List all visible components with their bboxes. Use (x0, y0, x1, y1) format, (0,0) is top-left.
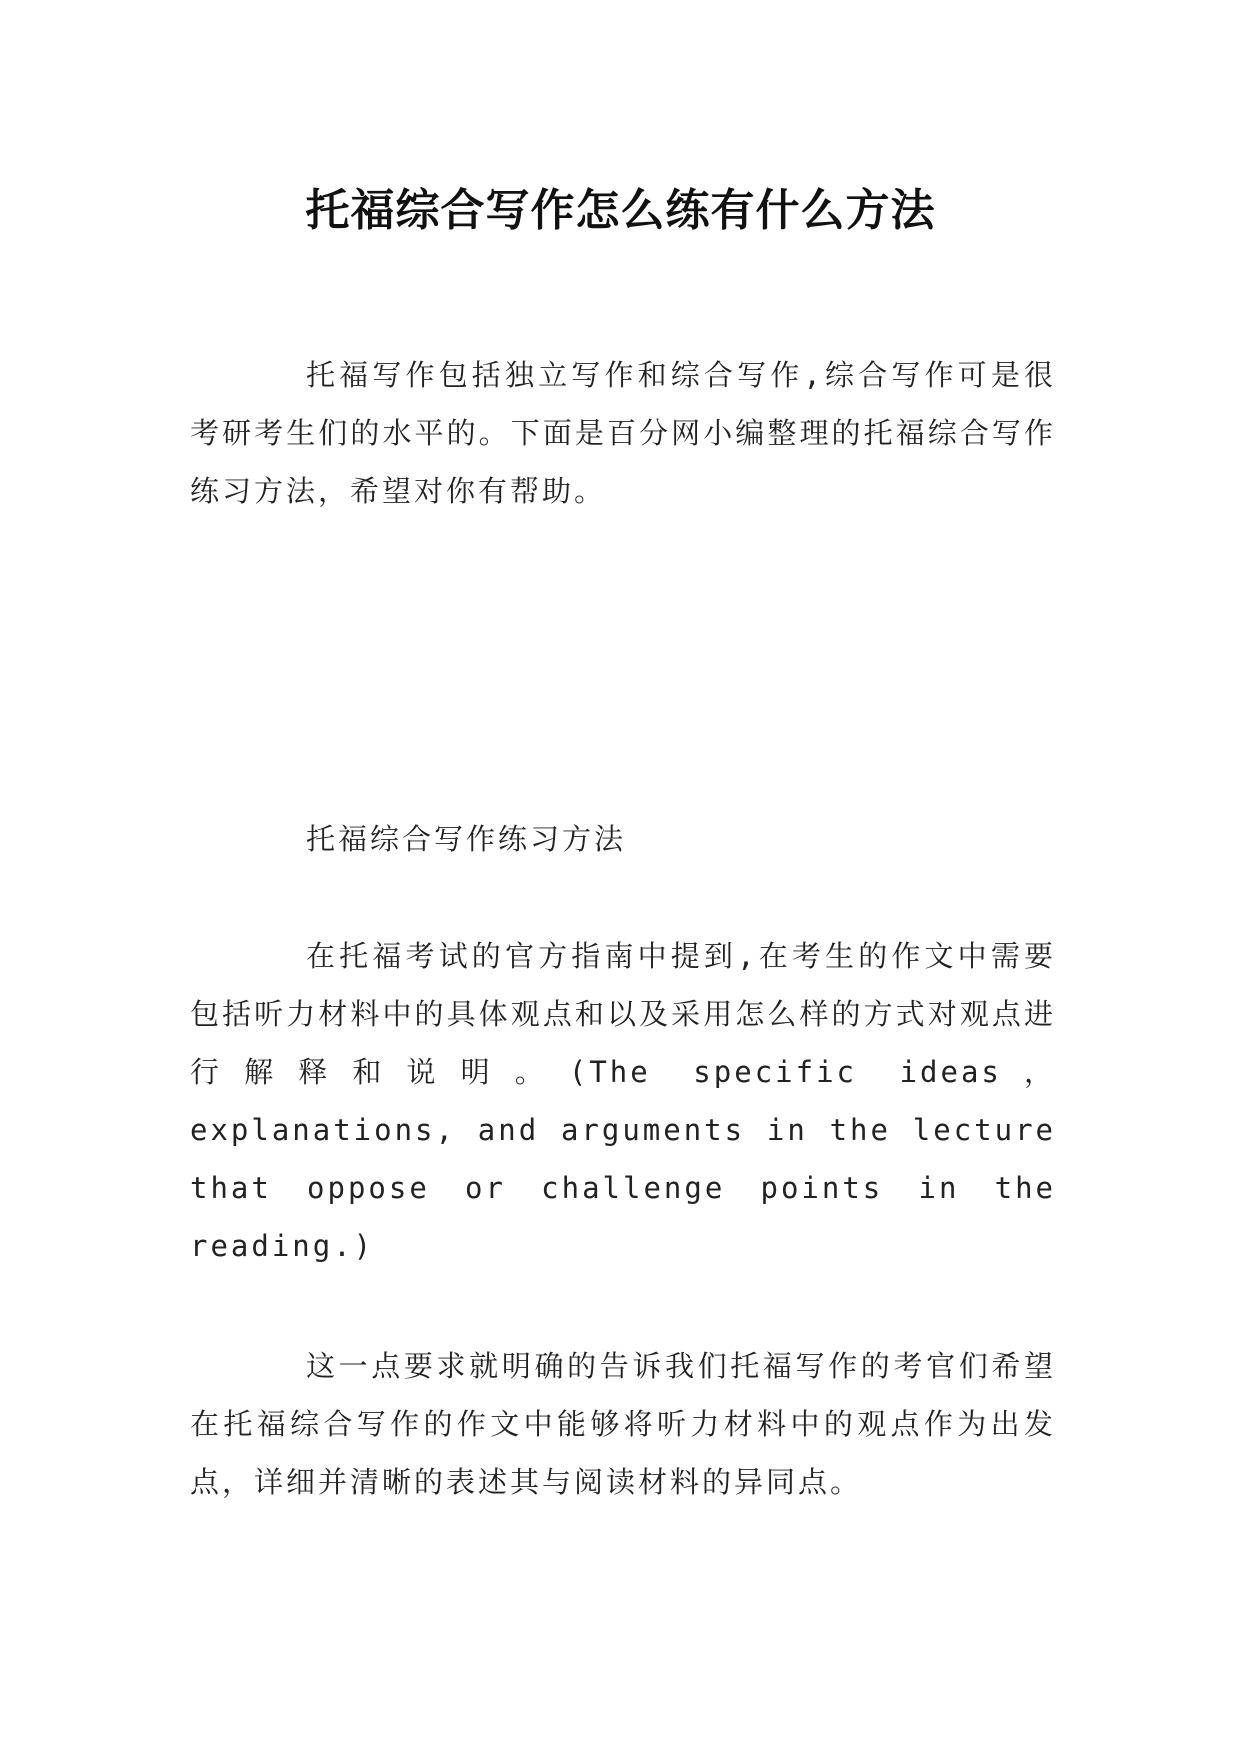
document-title: 托福综合写作怎么练有什么方法 (305, 185, 936, 237)
body-paragraph: 这一点要求就明确的告诉我们托福写作的考官们希望在托福综合写作的作文中能够将听力材料中的观点作为出发点，详细并清晰的表述其与阅读材料的异同点。 (190, 1349, 1056, 1499)
section-heading: 托福综合写作练习方法 (306, 822, 627, 856)
body-paragraph: 在托福考试的官方指南中提到,在考生的作文中需要包括听力材料中的具体观点和以及采用怎么样的方式对观点进行解释和说明。(The specific ideas， explanations, and arguments in the lecture that oppose or challenge points in the reading.) (190, 939, 1056, 1263)
intro-paragraph: 托福写作包括独立写作和综合写作,综合写作可是很考研考生们的水平的。下面是百分网小编整理的托福综合写作练习方法，希望对你有帮助。 (190, 358, 1056, 508)
